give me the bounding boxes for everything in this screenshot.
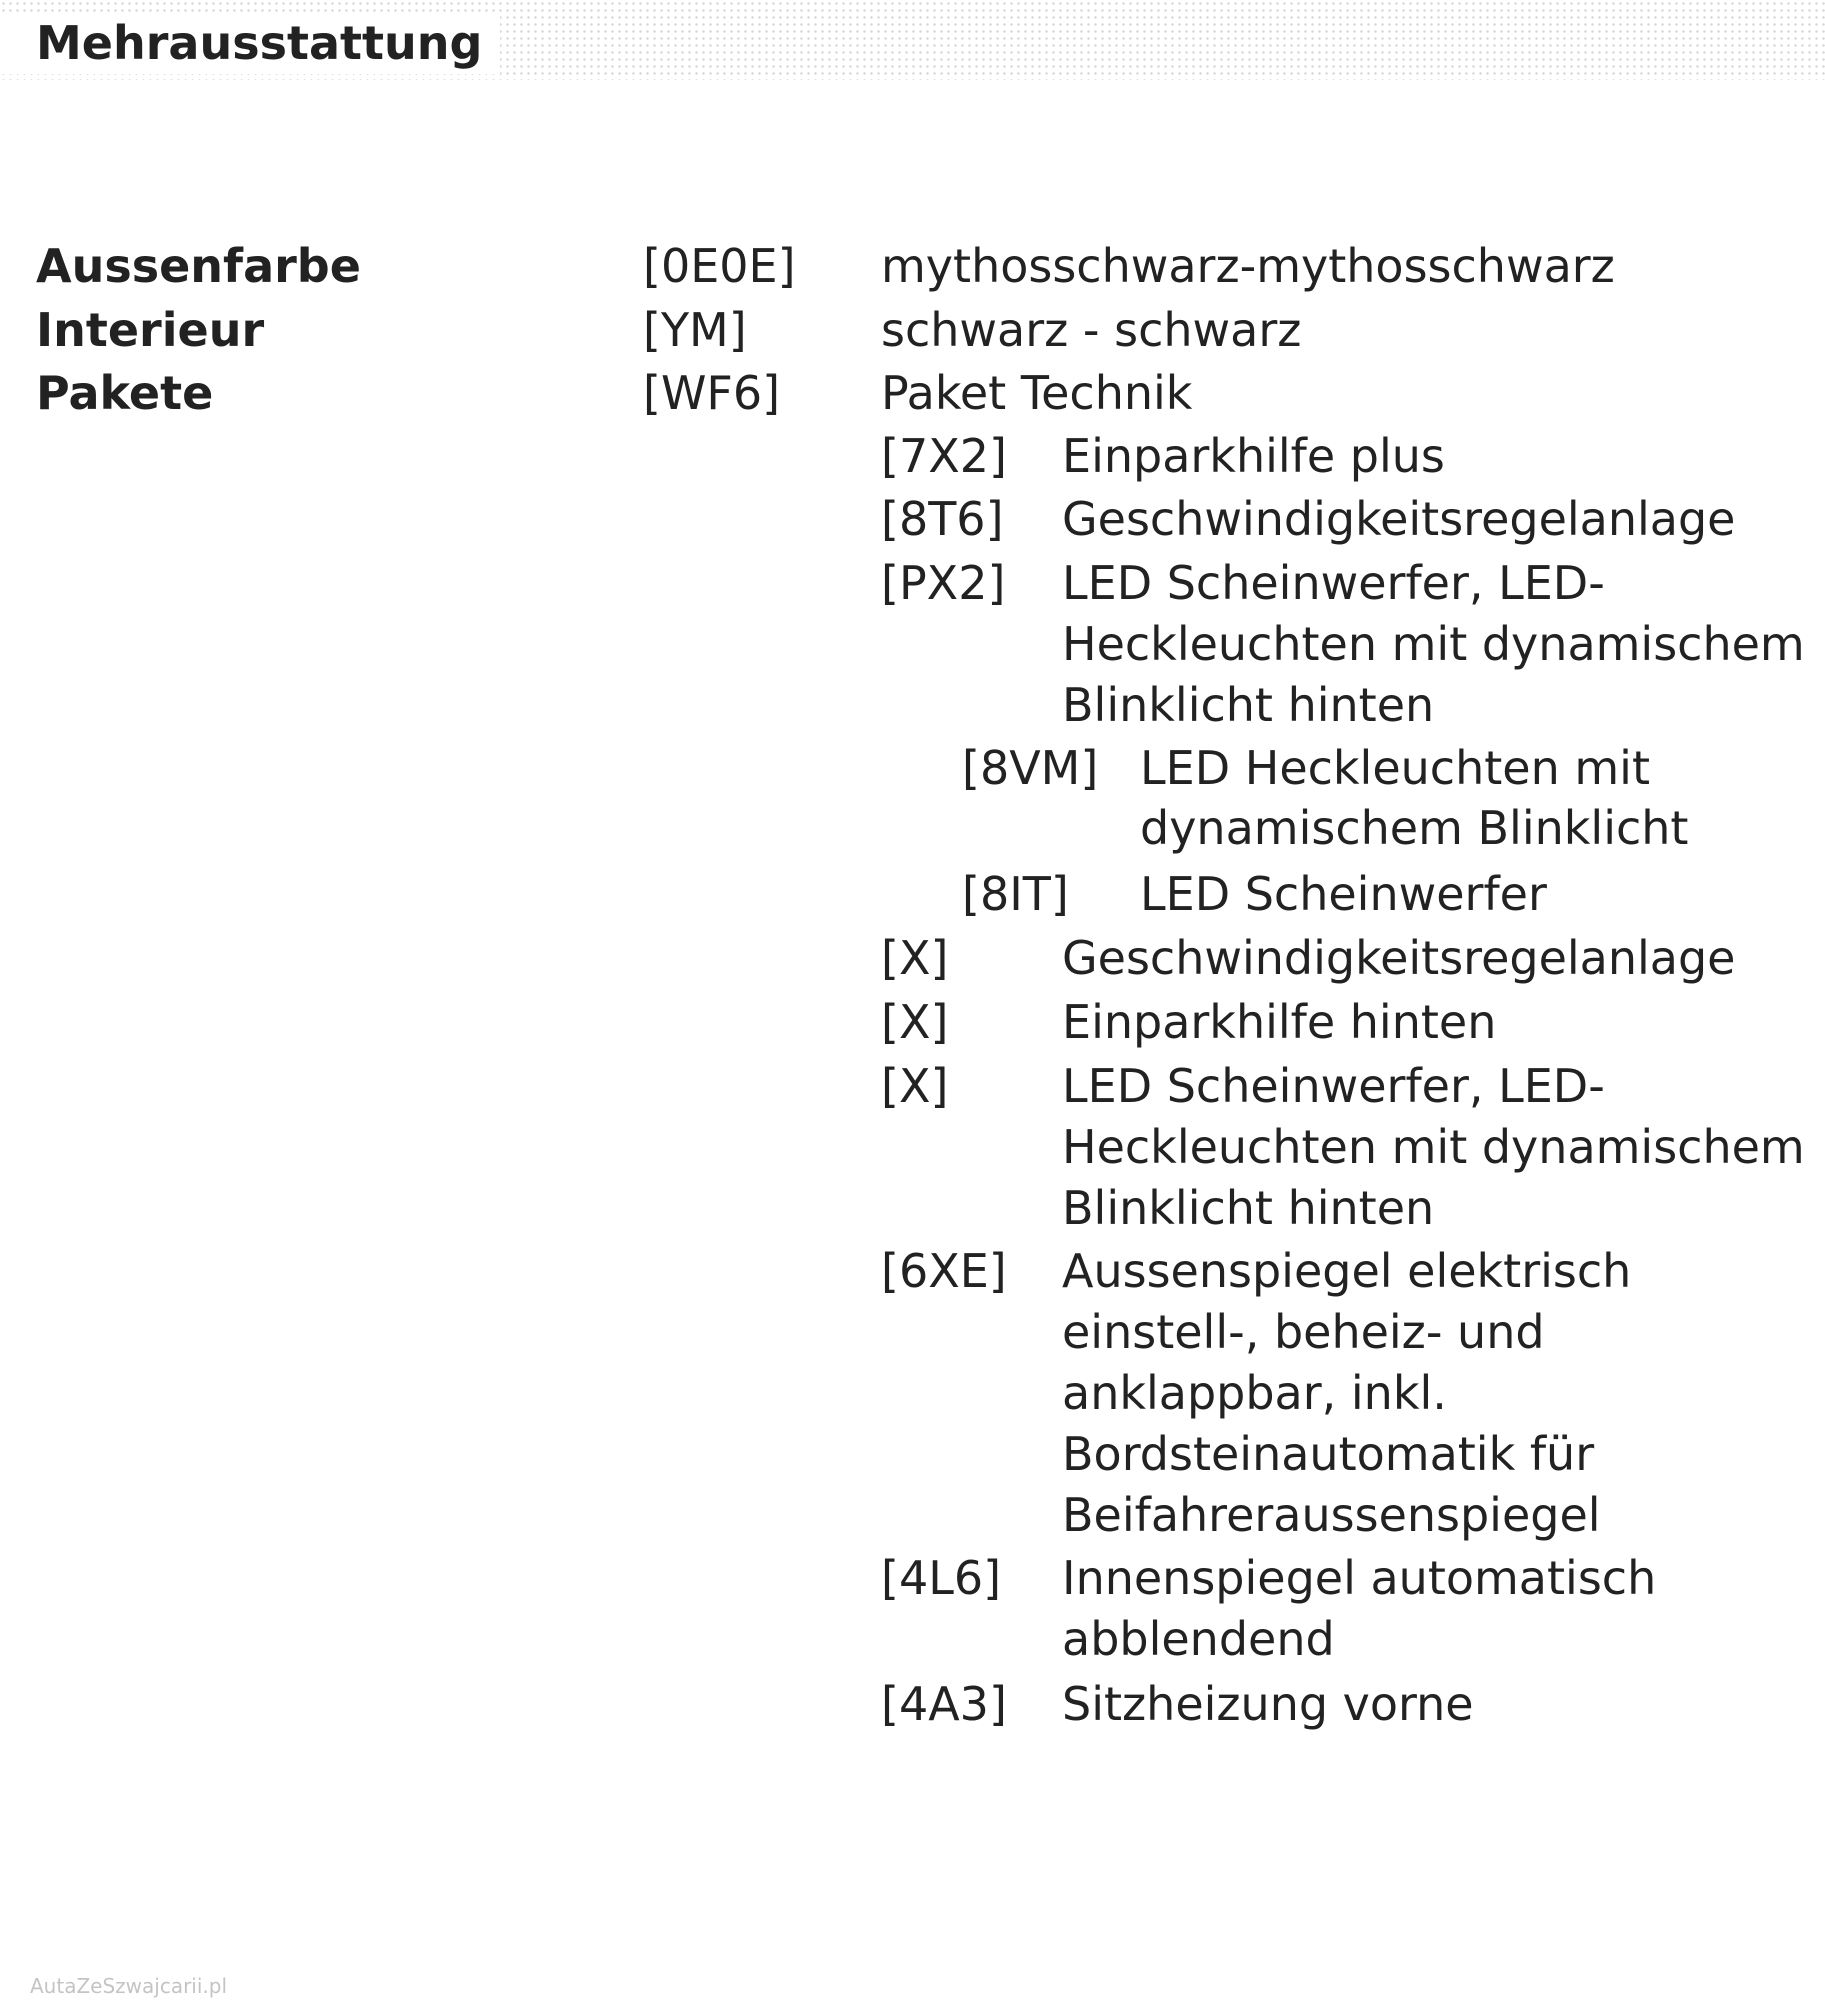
code-pakete: [WF6] [643, 366, 781, 420]
package-item-code: [X] [881, 995, 949, 1049]
package-subitem-text: LED Heckleuchten mit [1140, 741, 1650, 795]
package-subitem-text: dynamischem Blinklicht [1140, 801, 1689, 855]
label-aussenfarbe: Aussenfarbe [36, 239, 361, 293]
package-subitem-code: [8IT] [962, 867, 1069, 921]
package-item-text: Heckleuchten mit dynamischem [1062, 1120, 1805, 1174]
package-item-text: Geschwindigkeitsregelanlage [1062, 492, 1736, 546]
package-item-text: Sitzheizung vorne [1062, 1677, 1474, 1731]
package-item-text: Einparkhilfe plus [1062, 429, 1445, 483]
package-item-text: Blinklicht hinten [1062, 678, 1435, 732]
package-item-code: [X] [881, 931, 949, 985]
package-item-text: Einparkhilfe hinten [1062, 995, 1497, 1049]
section-title: Mehrausstattung [0, 12, 500, 74]
code-interieur: [YM] [643, 303, 747, 357]
package-item-text: Innenspiegel automatisch [1062, 1551, 1657, 1605]
package-item-code: [PX2] [881, 556, 1006, 610]
package-item-text: Beifahreraussenspiegel [1062, 1488, 1601, 1542]
package-item-code: [4A3] [881, 1677, 1007, 1731]
package-subitem-text: LED Scheinwerfer [1140, 867, 1547, 921]
package-item-code: [X] [881, 1059, 949, 1113]
package-subitem-code: [8VM] [962, 741, 1099, 795]
value-aussenfarbe: mythosschwarz-mythosschwarz [881, 239, 1615, 293]
label-pakete: Pakete [36, 366, 214, 420]
value-interieur: schwarz - schwarz [881, 303, 1302, 357]
package-item-code: [7X2] [881, 429, 1007, 483]
package-item-text: Bordsteinautomatik für [1062, 1427, 1595, 1481]
package-item-text: Aussenspiegel elektrisch [1062, 1244, 1632, 1298]
package-item-text: einstell-, beheiz- und [1062, 1305, 1545, 1359]
package-item-text: anklappbar, inkl. [1062, 1366, 1447, 1420]
watermark-text: AutaZeSzwajcarii.pl [30, 1974, 228, 1998]
package-item-code: [6XE] [881, 1244, 1007, 1298]
package-item-code: [4L6] [881, 1551, 1002, 1605]
package-item-text: Geschwindigkeitsregelanlage [1062, 931, 1736, 985]
value-pakete: Paket Technik [881, 366, 1193, 420]
package-item-code: [8T6] [881, 492, 1004, 546]
package-item-text: abblendend [1062, 1612, 1335, 1666]
package-item-text: LED Scheinwerfer, LED- [1062, 556, 1605, 610]
section-header-band [0, 0, 1825, 80]
package-item-text: Blinklicht hinten [1062, 1181, 1435, 1235]
package-item-text: LED Scheinwerfer, LED- [1062, 1059, 1605, 1113]
package-item-text: Heckleuchten mit dynamischem [1062, 617, 1805, 671]
code-aussenfarbe: [0E0E] [643, 239, 796, 293]
label-interieur: Interieur [36, 303, 265, 357]
